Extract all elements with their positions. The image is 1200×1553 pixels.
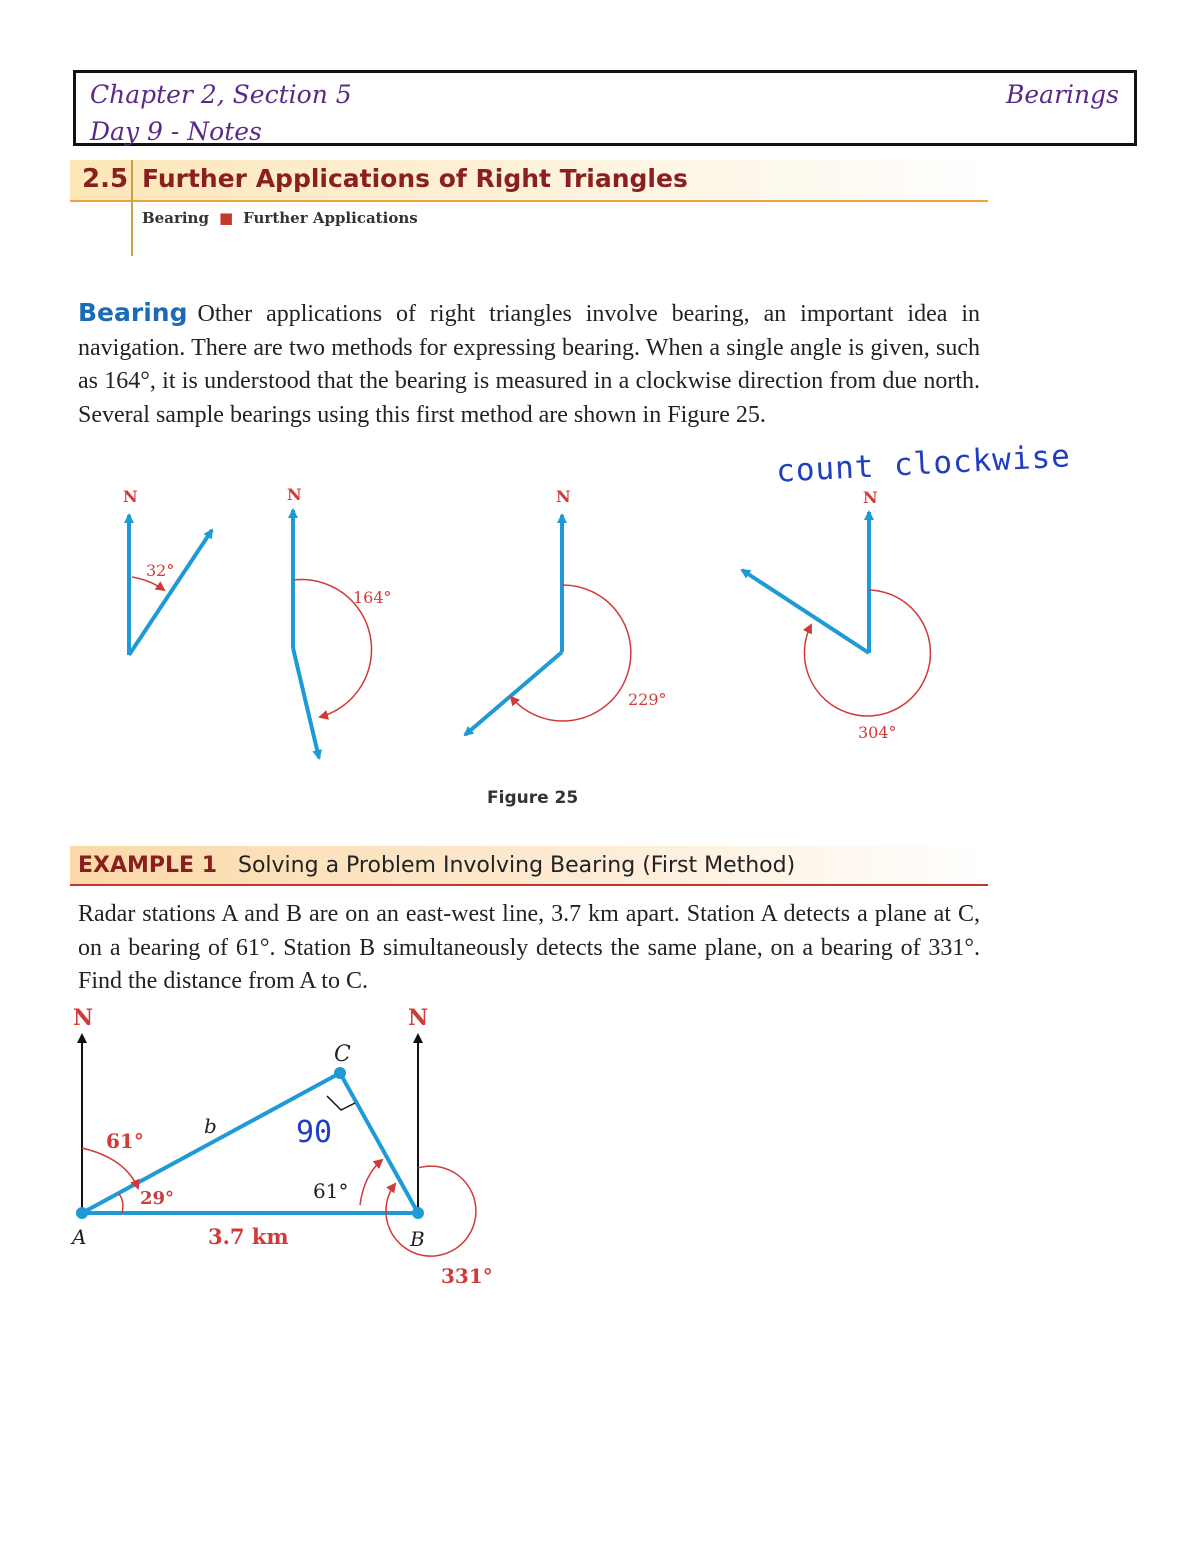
handwritten-90: 90 xyxy=(296,1115,333,1150)
bearing-label: 32° xyxy=(146,561,175,580)
bearing-32-diagram xyxy=(123,487,212,655)
topic-heading: Bearings xyxy=(1006,80,1119,109)
label-a: A xyxy=(72,1225,87,1249)
bearing-arrow xyxy=(465,652,562,735)
angle-a-bearing-label: 61° xyxy=(106,1129,144,1153)
label-b: B xyxy=(410,1227,425,1251)
example-diagram xyxy=(70,1005,493,1288)
bearing-arrow xyxy=(293,648,319,758)
chapter-heading: Chapter 2, Section 5 xyxy=(90,80,352,109)
north-label: N xyxy=(123,487,138,506)
bearing-arrow xyxy=(129,530,212,655)
north-label-a: N xyxy=(73,1005,94,1031)
angle-b-bearing-label: 331° xyxy=(441,1264,493,1288)
bearing-lead: Bearing xyxy=(78,298,188,327)
bearing-text: Other applications of right triangles involve bearing, an important idea in navigation. There are two methods for expressing bearing. When a single angle is given, such as 164°, it is understood that the bearing is measured in a clockwise direction from due north. Several sample bearings using this first method are shown in Figure 25. xyxy=(78,301,980,428)
bearing-label: 164° xyxy=(353,588,392,607)
section-subtopics: Bearing ■ Further Applications xyxy=(142,209,418,227)
label-side-b: b xyxy=(204,1114,217,1138)
bearing-229-diagram xyxy=(465,487,667,735)
handwritten-note: count clockwise xyxy=(775,438,1072,490)
angle-arc-a-inside xyxy=(118,1193,123,1213)
section-number: 2.5 xyxy=(82,164,129,194)
angle-b-inside-label: 61° xyxy=(313,1179,349,1203)
bearing-label: 304° xyxy=(858,723,897,742)
angle-a-inside-label: 29° xyxy=(140,1188,175,1209)
side-bc xyxy=(340,1073,418,1213)
section-title: Further Applications of Right Triangles xyxy=(142,164,688,193)
example-label: EXAMPLE 1 xyxy=(78,853,218,878)
angle-arc-b-inside xyxy=(360,1160,382,1205)
figure-caption: Figure 25 xyxy=(487,788,579,808)
bearing-label: 229° xyxy=(628,690,667,709)
subtopic-further: Further Applications xyxy=(243,209,418,227)
example-rule xyxy=(70,884,988,886)
subtopic-bearing: Bearing xyxy=(142,209,209,227)
point-a-dot xyxy=(76,1207,88,1219)
north-label: N xyxy=(287,485,302,504)
right-angle-mark xyxy=(327,1096,355,1110)
distance-label: 3.7 km xyxy=(208,1224,289,1249)
example-text: Radar stations A and B are on an east-west line, 3.7 km apart. Station A detects a plane at C, on a bearing of 61°. Station B simultaneously detects the same plane, on a bearing of 331°. Find the distance from A to C. xyxy=(78,901,980,994)
label-c: C xyxy=(334,1042,351,1067)
point-c-dot xyxy=(334,1067,346,1079)
bearing-164-diagram xyxy=(287,485,392,758)
angle-arc-a-bearing xyxy=(82,1148,138,1188)
day-heading: Day 9 - Notes xyxy=(90,117,262,146)
point-b-dot xyxy=(412,1207,424,1219)
bearing-304-diagram xyxy=(742,488,930,742)
north-label-b: N xyxy=(408,1005,429,1031)
angle-arc xyxy=(511,585,631,721)
north-label: N xyxy=(863,488,878,507)
example-title: Solving a Problem Involving Bearing (First Method) xyxy=(238,853,796,878)
north-label: N xyxy=(556,487,571,506)
